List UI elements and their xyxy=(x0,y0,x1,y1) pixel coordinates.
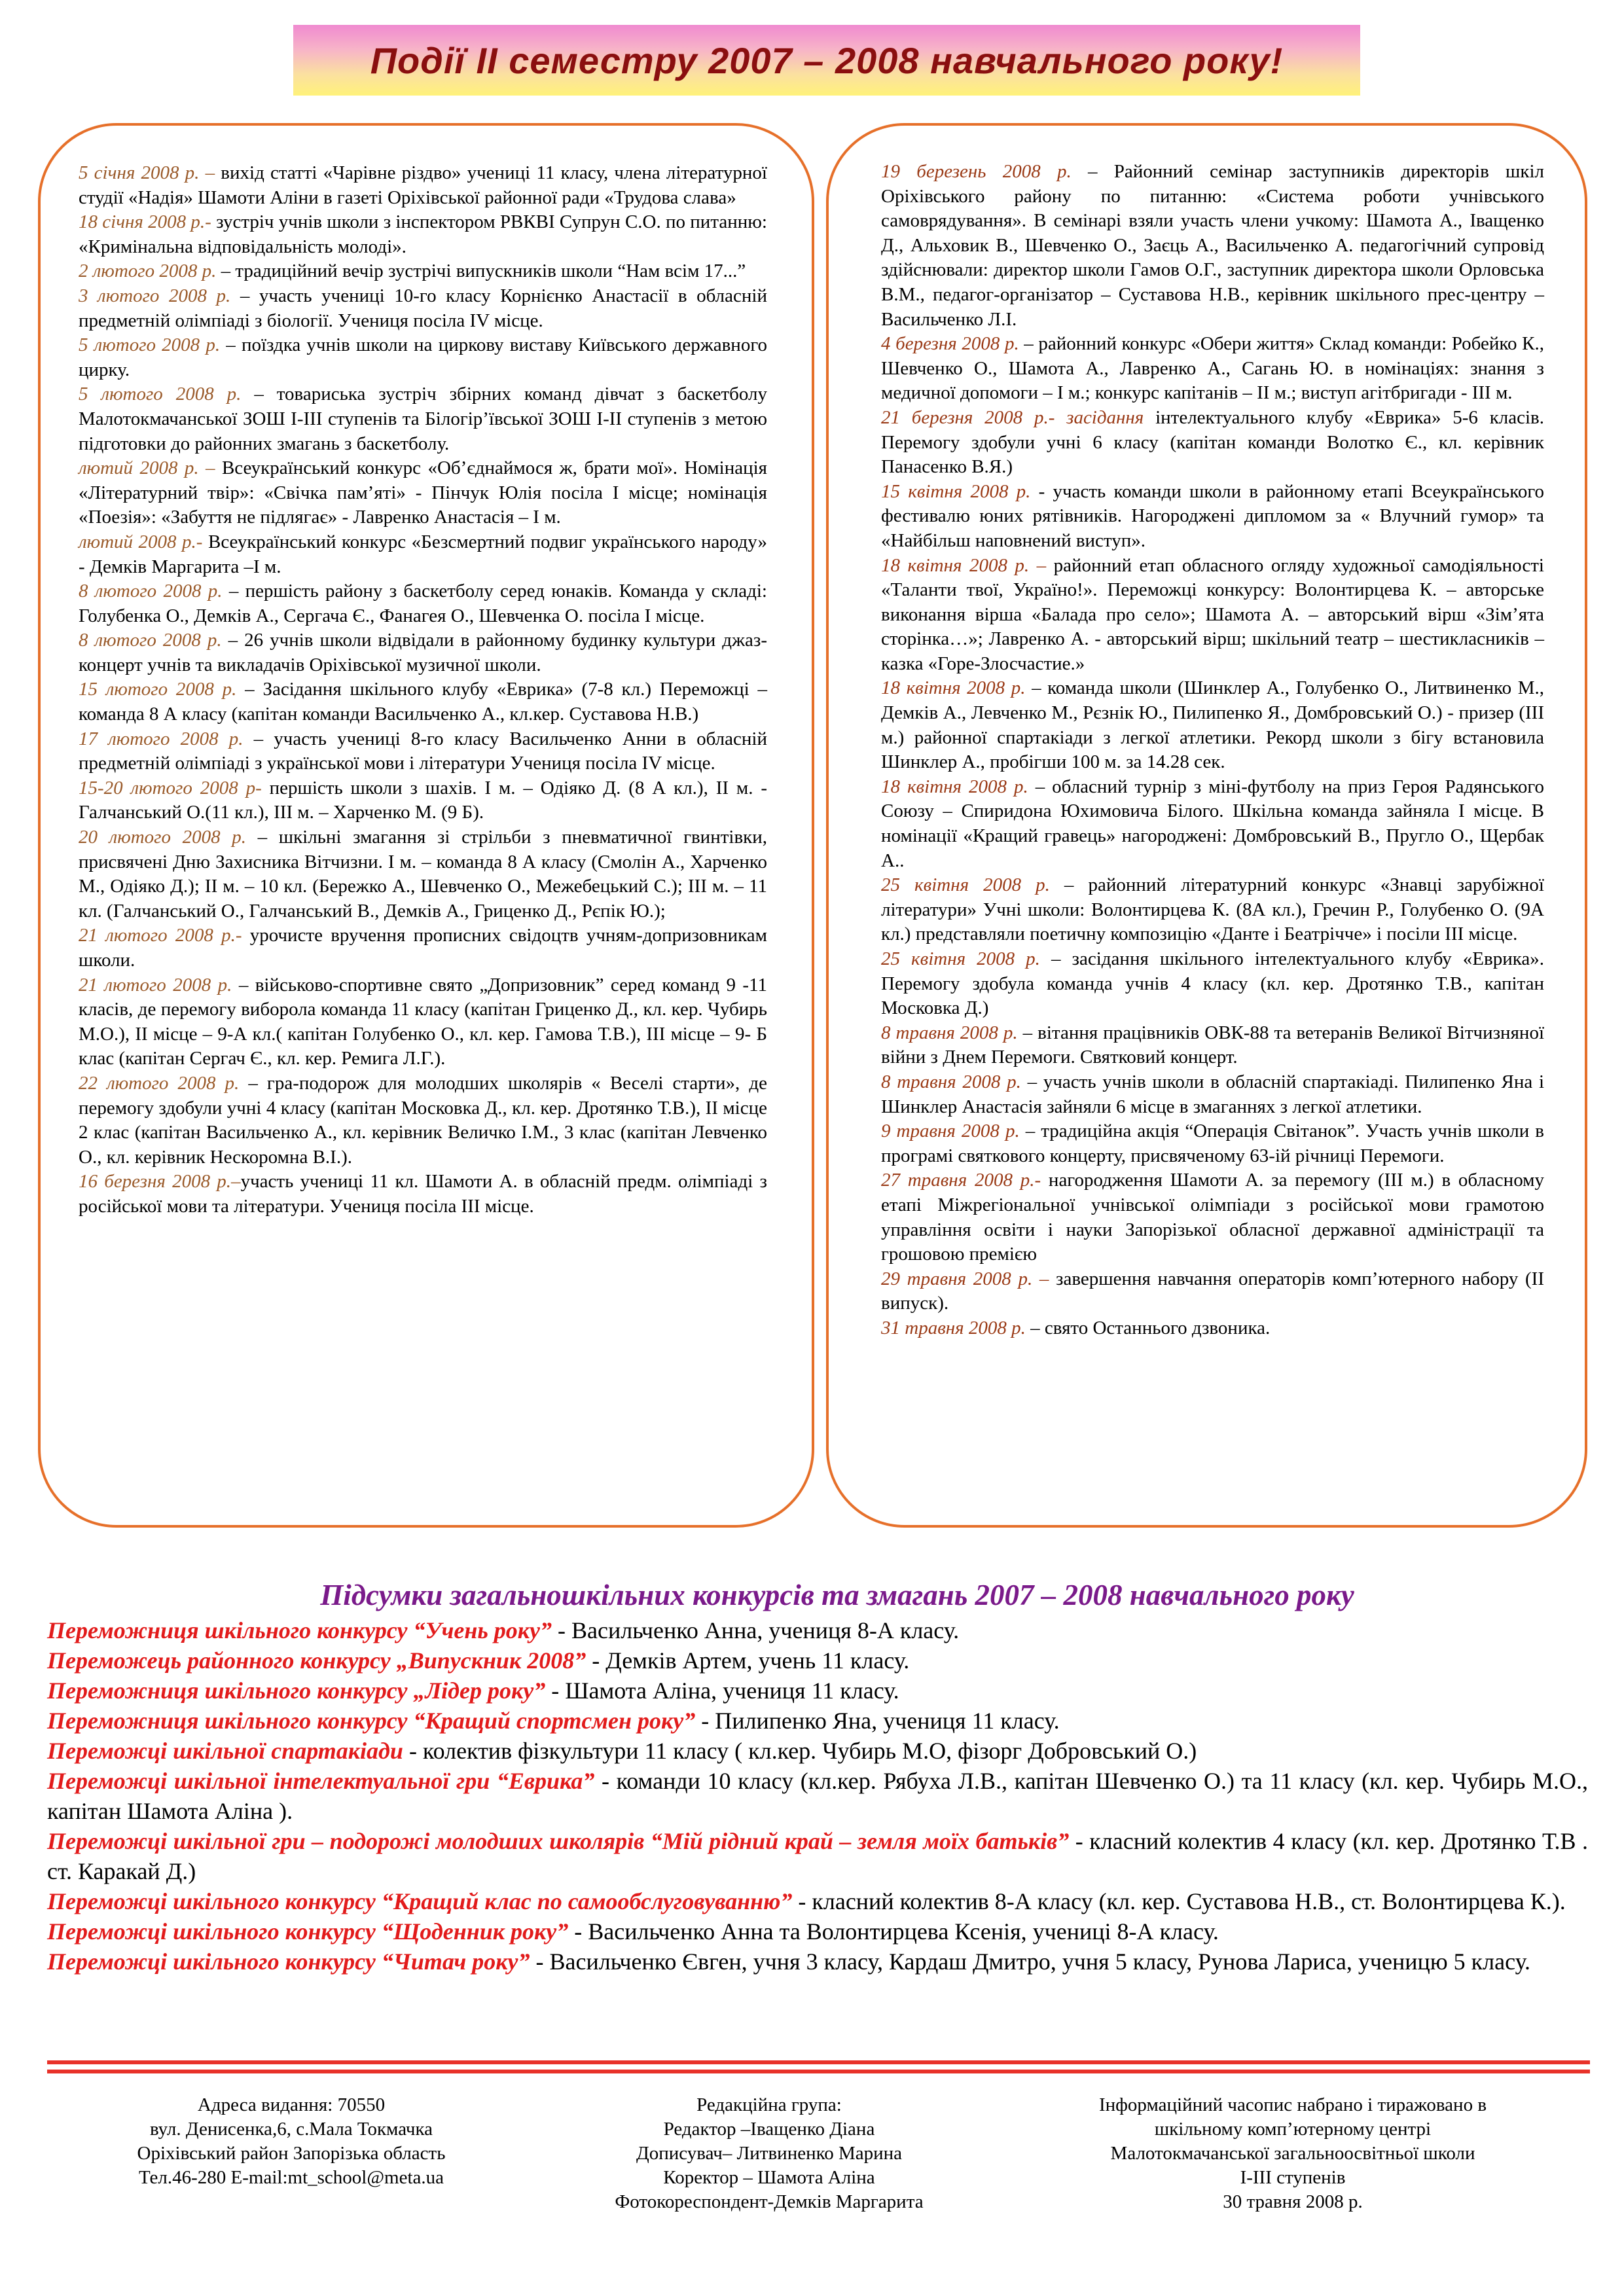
event-text: – обласний турнір з міні-футболу на приз Героя Радянського Союзу – Спиридона Юхимовича Білого. Шкільна команда зайняла І місце. В номінації «Кращий гравець» нагороджені: Домбровський В., Пругло О., Щербак А.. xyxy=(881,776,1544,871)
footer-line: Адреса видання: 70550 xyxy=(197,2094,386,2115)
event-entry xyxy=(79,579,767,628)
footer-line: вул. Денисенка,6, с.Мала Токмачка xyxy=(149,2119,433,2140)
event-entry xyxy=(881,676,1544,774)
right-events-panel xyxy=(826,123,1587,1528)
event-text: участь учениці 11 кл. Шамоти А. в обласній предм. олімпіаді з російської мови та літератури. Учениця посіла ІІІ місце. xyxy=(79,1171,767,1217)
result-award: Переможці шкільної спартакіади xyxy=(47,1738,403,1764)
event-text: - участь команди школи в районному етапі Всеукраїнського фестивалю юних рятівників. Нагороджені дипломом за « Влучний гумор» та «Найбільш наповнений виступ». xyxy=(881,480,1544,551)
result-award: Переможці шкільної інтелектуальної гри “Еврика” xyxy=(47,1768,595,1794)
result-item xyxy=(47,1676,1588,1706)
event-text: – команда школи (Шинклер А., Голубенко О., Литвиненко М., Демків А., Левченко М., Рєзнік Ю., Пилипенко Я., Домбровський О.) - призер (ІІІ м.) районної спартакіади з легкої атлетики. Рекорд школи з бігу встановила Шинклер А., пробігши 100 м. за 14.28 сек. xyxy=(881,677,1544,773)
event-entry xyxy=(79,924,767,973)
result-item xyxy=(47,1946,1588,1977)
event-entry xyxy=(881,1316,1544,1341)
event-date: 5 лютого 2008 р. xyxy=(79,334,221,356)
result-award: Переможці шкільного конкурсу “Читач року” xyxy=(47,1948,530,1975)
event-date: 8 лютого 2008 р. xyxy=(79,581,223,602)
result-winner: - класний колектив 4 класу (кл. кер. Дротянко Т.В . ст. Каракай Д.) xyxy=(47,1828,1588,1884)
result-winner: - Васильченко Анна та Волонтирцева Ксенія, учениці 8-А класу. xyxy=(568,1918,1219,1945)
event-date: 27 травня 2008 р.- xyxy=(881,1170,1041,1191)
event-entry xyxy=(79,456,767,530)
event-date: 25 квітня 2008 р. xyxy=(881,948,1040,969)
event-text: – районний літературний конкурс «Знавці зарубіжної літератури» Учні школи: Волонтирцева К. (8А кл.), Гречин Р., Голубенко О. (9А кл.) представляли поетичну композицію «Данте і Беатрічче» і посіли ІІІ місце. xyxy=(881,874,1544,945)
event-entry xyxy=(881,554,1544,677)
event-text: – товариська зустріч збірних команд дівчат з баскетболу Малотокмачанської ЗОШ І-ІІІ ступенів та Білогір’ївської ЗОШ І-ІІ ступенів з метою підготовки до районних змагань з баскетболу. xyxy=(79,384,767,454)
footer-divider-bottom xyxy=(47,2070,1590,2073)
event-entry xyxy=(79,825,767,924)
event-date: 21 березня 2008 р.- засідання xyxy=(881,406,1144,428)
event-text: – засідання шкільного інтелектуального клубу «Еврика». Перемогу здобула команда учнів 4 класу (кл. кер. Дротянко Т.В., капітан Московка Д.) xyxy=(881,948,1544,1019)
event-date: 3 лютого 2008 р. xyxy=(79,285,231,306)
event-text: – традиційна акція “Операція Світанок”. Участь учнів школи в програмі святкового концерту, присвяченому 63-ій річниці Перемоги. xyxy=(881,1121,1544,1166)
event-text: – Засідання шкільного клубу «Еврика» (7-8 кл.) Переможці – команда 8 А класу (капітан команди Васильченко А., кл.кер. Суставова Н.В.) xyxy=(79,679,767,725)
event-text: – гра-подорож для молодших школярів « Веселі старти», де перемогу здобули учні 4 класу (капітан Московка Д., кл. кер. Дротянко Т.В.), ІІ місце 2 клас (капітан Васильченко А., кл. керівник Величко І.М., 3 клас (капітан Левченко О., кл. керівник Нескоромна В.І.). xyxy=(79,1072,767,1168)
event-date: 18 квітня 2008 р. xyxy=(881,677,1026,699)
event-text: Всеукраїнський конкурс «Безсмертний подвиг українського народу» - Демків Маргарита –І м. xyxy=(79,531,767,577)
event-entry xyxy=(881,406,1544,480)
event-entry xyxy=(881,1070,1544,1119)
result-award: Переможниця шкільного конкурсу “Учень року” xyxy=(47,1617,552,1643)
event-entry xyxy=(881,1168,1544,1266)
event-date: 18 квітня 2008 р. xyxy=(881,776,1028,797)
result-item xyxy=(47,1615,1588,1645)
footer-address xyxy=(98,2093,484,2190)
event-entry xyxy=(79,382,767,456)
event-entry xyxy=(79,530,767,579)
event-date: 21 лютого 2008 р.- xyxy=(79,925,242,946)
event-text: – районний конкурс «Обери життя» Склад команди: Робейко К., Шевченко О., Шамота А., Лавренко А., Сагань Ю. в номінаціях: знання з медичної допомоги – І м.; конкурс капітанів – ІІ м.; виступ агітбригади - ІІІ м. xyxy=(881,333,1544,404)
event-entry xyxy=(881,332,1544,406)
event-date: 15 лютого 2008 р. xyxy=(79,679,237,700)
event-text: – 26 учнів школи відвідали в районному будинку культури джаз-концерт учнів та викладачів Оріхівської музичної школи. xyxy=(79,630,768,675)
event-entry xyxy=(79,333,767,382)
event-entry xyxy=(79,628,767,677)
event-date: лютий 2008 р.- xyxy=(79,531,203,552)
result-item xyxy=(47,1826,1588,1886)
footer-print-info xyxy=(1041,2093,1545,2214)
event-text: завершення навчання операторів комп’ютерного набору (ІІ випуск). xyxy=(881,1268,1544,1314)
event-text: першість школи з шахів. І м. – Одіяко Д. (8 А кл.), ІІ м. - Галчанський О.(11 кл.), ІІІ м. – Харченко М. (9 Б). xyxy=(79,777,767,823)
event-date: 20 лютого 2008 р. xyxy=(79,827,246,848)
result-item xyxy=(47,1766,1588,1826)
event-date: 8 травня 2008 р. xyxy=(881,1022,1018,1043)
event-entry xyxy=(881,1267,1544,1316)
footer-line: Дописувач– Литвиненко Марина xyxy=(636,2143,903,2164)
result-winner: - Пилипенко Яна, учениця 11 класу. xyxy=(695,1708,1060,1734)
event-date: 2 лютого 2008 р. xyxy=(79,260,217,282)
event-entry xyxy=(79,677,767,726)
event-date: 8 лютого 2008 р. xyxy=(79,630,222,651)
event-text: – першість району з баскетболу серед юнаків. Команда у складі: Голубенка О., Демків А., Сергача Є., Фанагея О., Шевченка О. посіла І місце. xyxy=(79,581,767,626)
event-text: – участь учениці 10-го класу Корнієнко Анастасії в обласній предметній олімпіаді з біології. Учениця посіла IV місце. xyxy=(79,285,767,331)
results-section xyxy=(47,1575,1588,1977)
event-entry xyxy=(79,284,767,333)
event-text: нагородження Шамоти А. за перемогу (ІІІ м.) в обласному етапі Міжрегіональної учнівської олімпіади з російської мови грамотою управління освіти і науки Запорізької обласної державної адміністрації та грошовою премією xyxy=(881,1170,1544,1265)
footer-line: Коректор – Шамота Аліна xyxy=(663,2167,875,2188)
result-winner: - класний колектив 8-А класу (кл. кер. Суставова Н.В., ст. Волонтирцева К.). xyxy=(792,1888,1566,1914)
footer-line: 30 травня 2008 р. xyxy=(1223,2191,1363,2212)
result-award: Переможці шкільного конкурсу “Щоденник року” xyxy=(47,1918,569,1945)
result-winner: - Васильченко Анна, учениця 8-А класу. xyxy=(552,1617,960,1643)
left-events-panel xyxy=(38,123,814,1528)
footer-line: І-ІІІ ступенів xyxy=(1240,2167,1346,2188)
event-date: 16 березня 2008 р.– xyxy=(79,1171,241,1193)
event-text: – участь учнів школи в обласній спартакіаді. Пилипенко Яна і Шинклер Анастасія зайняли 6 місце в змаганнях з легкої атлетики. xyxy=(881,1071,1544,1117)
footer-line: Оріхівський район Запорізька область xyxy=(137,2143,446,2164)
page-title: Події ІІ семестру 2007 – 2008 навчального року! xyxy=(370,39,1284,81)
event-text: Всеукраїнський конкурс «Об’єднаймося ж, брати мої». Номінація «Літературний твір»: «Свічка пам’яті» - Пінчук Юлія посіла І місце; номінація «Поезія»: «Забуття не підлягає» - Лавренко Анастасія – І м. xyxy=(79,457,767,528)
event-date: 15-20 лютого 2008 р- xyxy=(79,777,262,798)
event-text: зустріч учнів школи з інспектором РВКВІ Супрун С.О. по питанню: «Кримінальна відповідальність молоді». xyxy=(79,211,767,257)
result-award: Переможниця шкільного конкурсу “Кращий спортсмен року” xyxy=(47,1708,696,1734)
footer-line: шкільному комп’ютерному центрі xyxy=(1154,2119,1432,2140)
event-text: – участь учениці 8-го класу Васильченко Анни в обласній предметній олімпіаді з української мови і літератури Учениця посіла IV місце. xyxy=(79,728,767,774)
event-entry xyxy=(881,1021,1544,1070)
result-winner: - команди 10 класу (кл.кер. Рябуха Л.В., капітан Шевченко О.) та 11 класу (кл. кер. Чубирь М.О., капітан Шамота Аліна ). xyxy=(47,1768,1588,1824)
event-text: вихід статті «Чарівне різдво» учениці 11 класу, члена літературної студії «Надія» Шамоти Аліни в газеті Оріхівської районної ради «Трудова слава» xyxy=(79,162,767,208)
footer-line: Інформаційний часопис набрано і тиражовано в xyxy=(1098,2094,1487,2115)
result-item xyxy=(47,1706,1588,1736)
event-date: 18 квітня 2008 р. – xyxy=(881,554,1047,576)
event-text: – шкільні змагання зі стрільби з пневматичної гвинтівки, присвячені Дню Захисника Вітчизни. І м. – команда 8 А класу (Смолін А., Харченко М., Одіяко Д.); ІІ м. – 10 кл. (Бережко А., Шевченко О., Межебецький С.); ІІІ м. – 11 кл. (Галчанський О., Галчанський В., Демків А., Гриценко Д., Рєпік Ю.); xyxy=(79,827,767,922)
event-date: 15 квітня 2008 р. xyxy=(881,480,1031,502)
event-date: 5 січня 2008 р. – xyxy=(79,162,215,183)
result-item xyxy=(47,1645,1588,1676)
event-text: – поїздка учнів школи на циркову виставу Київського державного цирку. xyxy=(79,334,767,380)
result-item xyxy=(47,1736,1588,1766)
event-entry xyxy=(881,480,1544,554)
footer-line: Редакційна група: xyxy=(696,2094,842,2115)
event-entry xyxy=(79,1170,767,1219)
event-date: 5 лютого 2008 р. xyxy=(79,384,242,405)
event-entry xyxy=(79,161,767,210)
header-banner xyxy=(293,25,1360,96)
event-entry xyxy=(881,947,1544,1021)
footer-line: Малотокмачанської загальноосвітньої школи xyxy=(1110,2143,1475,2164)
event-entry xyxy=(79,259,767,284)
left-event-list xyxy=(79,161,767,1219)
event-text: районний етап обласного огляду художньої самодіяльності «Таланти твої, Україно!». Переможці конкурсу: Волонтирцева К. – авторське виконання вірша «Балада про село»; Шамота А. – авторський вірш «Зім’ята сторінка…»; Лавренко А. - авторський вірш; шкільний театр – шестикласників – казка «Горе-Злосчастие.» xyxy=(881,554,1544,674)
event-date: 19 березень 2008 р. xyxy=(881,161,1072,182)
result-winner: - Шамота Аліна, учениця 11 класу. xyxy=(545,1677,899,1704)
event-date: 18 січня 2008 р.- xyxy=(79,211,211,233)
event-text: – традиційний вечір зустрічі випускників школи “Нам всім 17...” xyxy=(216,260,746,282)
event-entry xyxy=(79,727,767,776)
result-winner: - Демків Артем, учень 11 класу. xyxy=(586,1647,910,1674)
event-entry xyxy=(79,776,767,825)
event-date: 22 лютого 2008 р. xyxy=(79,1072,240,1094)
footer-editorial-group xyxy=(576,2093,962,2214)
event-date: 8 травня 2008 р. xyxy=(881,1071,1021,1092)
event-text: – вітання працівників ОВК-88 та ветеранів Великої Вітчизняної війни з Днем Перемоги. Святковий концерт. xyxy=(881,1022,1544,1068)
event-text: – свято Останнього дзвоника. xyxy=(1025,1317,1271,1338)
footer-divider-top xyxy=(47,2060,1590,2064)
event-date: лютий 2008 р. – xyxy=(79,457,215,479)
result-item xyxy=(47,1886,1588,1916)
event-date: 17 лютого 2008 р. xyxy=(79,728,244,749)
event-text: – Районний семінар заступників директорів шкіл Оріхівського району по питанню: «Система роботи учнівського самоврядування». В семінарі взяли участь члени учкому: Шамота А., Іващенко Д., Альховик В., Шевченко О., Заєць А., Васильченко А. педагогічний супровід здійснювали: директор школи Гамов О.Г., заступник директора школи Орловська В.М., педагог-організатор – Суставова Н.В., керівник шкільного прес-центру – Васильченко Л.І. xyxy=(881,161,1544,330)
result-award: Переможниця шкільного конкурсу „Лідер року” xyxy=(47,1677,546,1704)
event-entry xyxy=(79,1071,767,1170)
event-entry xyxy=(881,1119,1544,1168)
event-entry xyxy=(79,210,767,259)
result-winner: - Васильченко Євген, учня 3 класу, Кардаш Дмитро, учня 5 класу, Рунова Лариса, ученицю 5 класу. xyxy=(530,1948,1530,1975)
event-date: 9 травня 2008 р. xyxy=(881,1121,1020,1142)
event-date: 31 травня 2008 р. xyxy=(881,1317,1026,1338)
event-entry xyxy=(881,873,1544,947)
results-title: Підсумки загальношкільних конкурсів та змагань 2007 – 2008 навчального року xyxy=(320,1579,1354,1611)
result-winner: - колектив фізкультури 11 класу ( кл.кер. Чубирь М.О, фізорг Добровський О.) xyxy=(403,1738,1197,1764)
event-date: 25 квітня 2008 р. xyxy=(881,874,1050,896)
result-award: Переможці шкільного конкурсу “Кращий клас по самообслуговуванню” xyxy=(47,1888,793,1914)
footer-line: Тел.46-280 E-mail:mt_school@meta.ua xyxy=(138,2167,444,2188)
event-text: – військово-спортивне свято „Допризовник” серед команд 9 -11 класів, де перемогу виборола команда 11 класу (капітан Гриценко Д., кл. кер. Чубирь М.О.), ІІ місце – 9-А кл.( капітан Голубенко О., кл. кер. Гамова Т.В.), ІІІ місце – 9- Б клас (капітан Сергач Є., кл. кер. Ремига Л.Г.). xyxy=(79,974,767,1069)
event-entry xyxy=(881,775,1544,873)
result-award: Переможець районного конкурсу „Випускник 2008” xyxy=(47,1647,586,1674)
event-date: 29 травня 2008 р. – xyxy=(881,1268,1049,1289)
footer-line: Редактор –Іващенко Діана xyxy=(663,2119,875,2140)
event-date: 21 лютого 2008 р. xyxy=(79,974,232,996)
right-event-list xyxy=(881,160,1544,1341)
event-date: 4 березня 2008 р. xyxy=(881,333,1019,355)
event-entry xyxy=(79,973,767,1071)
result-item xyxy=(47,1916,1588,1946)
footer-line: Фотокореспондент-Демків Маргарита xyxy=(615,2191,924,2212)
event-text: інтелектуального клубу «Еврика» 5-6 класів. Перемогу здобули учні 6 класу (капітан команди Волотко Є., кл. керівник Панасенко В.Я.) xyxy=(881,406,1544,478)
event-text: урочисте вручення прописних свідоцтв учням-допризовникам школи. xyxy=(79,925,767,971)
results-list xyxy=(47,1615,1588,1977)
event-entry xyxy=(881,160,1544,332)
result-award: Переможці шкільної гри – подорожі молодших школярів “Мій рідний край – земля моїх батьків” xyxy=(47,1828,1070,1854)
